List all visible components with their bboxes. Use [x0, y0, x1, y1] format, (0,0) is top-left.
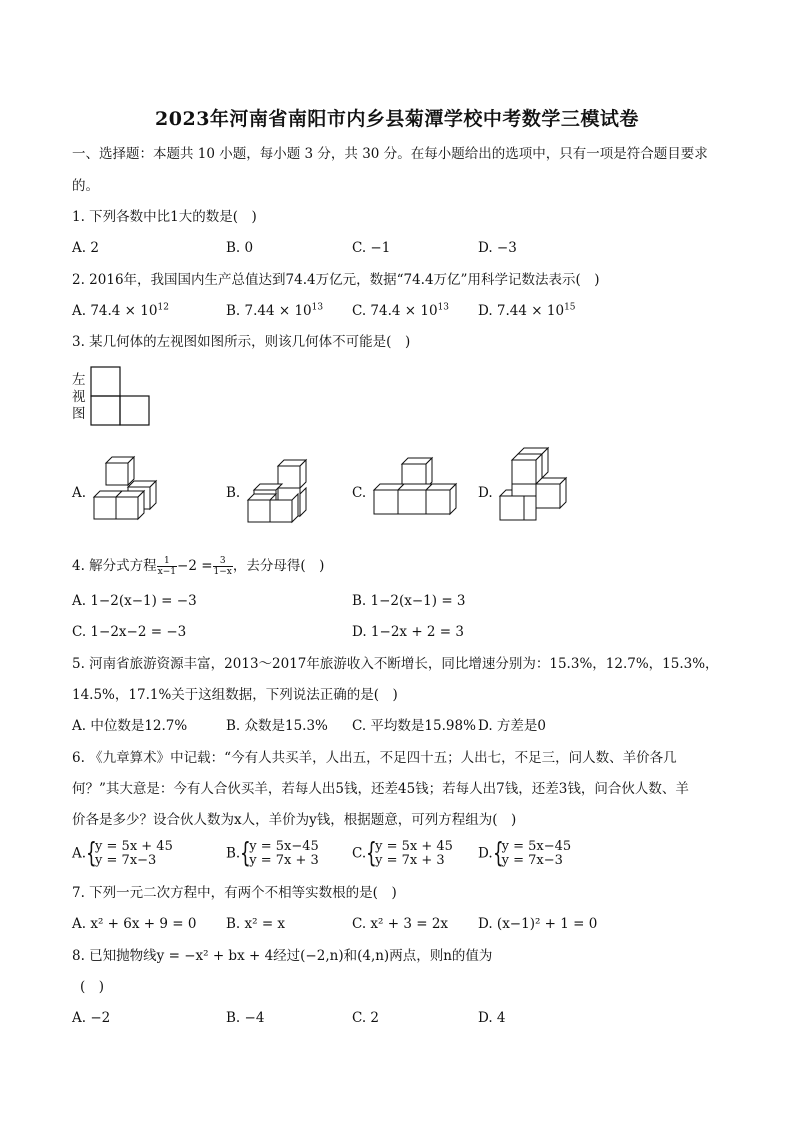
- q3-option-b: B.: [226, 485, 241, 501]
- left-view-label-3: 图: [72, 406, 86, 422]
- left-view-figure: [90, 366, 152, 428]
- q7-option-b: B. x² = x: [226, 916, 286, 932]
- q5-option-b: B. 众数是15.3%: [226, 718, 328, 734]
- q1-option-d: D. −3: [478, 240, 517, 256]
- q6-option-b: B. { y = 5x−45 y = 7x + 3: [226, 836, 319, 869]
- left-view-label-2: 视: [72, 389, 86, 405]
- q6-option-a-system: { y = 5x + 45 y = 7x−3: [86, 836, 173, 869]
- q7-option-d: D. (x−1)² + 1 = 0: [478, 916, 598, 932]
- q8-option-c: C. 2: [352, 1010, 380, 1026]
- q2-option-d: D. $7.44 \times 10^{15}$: [478, 302, 576, 319]
- q2-stem: 2. 2016年，我国国内生产总值达到74.4万亿元，数据“74.4万亿”用科学记数法表示( ): [72, 272, 600, 288]
- section-instruction-line2: 的。: [72, 178, 99, 194]
- q5-option-c: C. 平均数是15.98%: [352, 718, 476, 734]
- q1-stem: 1. 下列各数中比1大的数是( ): [72, 209, 257, 225]
- q8-stem: 8. 已知抛物线y = −x² + bx + 4经过(−2,n)和(4,n)两点，则n的值为: [72, 948, 493, 964]
- q3-stem: 3. 某几何体的左视图如图所示，则该几何体不可能是( ): [72, 334, 411, 350]
- q6-option-d: D. { y = 5x−45 y = 7x−3: [478, 836, 572, 869]
- q4-option-d: D. 1−2x + 2 = 3: [352, 624, 464, 640]
- q4-stem: 4. 解分式方程 $\frac{1}{x-1}$ −2 = $\frac{3}{1-x}$ ，去分母得( ): [72, 556, 325, 577]
- q3-option-d-figure: [498, 452, 578, 532]
- page-title: 2023年河南省南阳市内乡县菊潭学校中考数学三模试卷: [155, 108, 639, 130]
- q5-option-a: A. 中位数是12.7%: [72, 718, 188, 734]
- q8-option-d: D. 4: [478, 1010, 506, 1026]
- q1-option-a: A. 2: [72, 240, 99, 256]
- q7-option-a: A. x² + 6x + 9 = 0: [72, 916, 197, 932]
- q7-option-c: C. x² + 3 = 2x: [352, 916, 449, 932]
- q6-stem-line1: 6. 《九章算术》中记载：“今有人共买羊，人出五，不足四十五；人出七，不足三，问人数、羊价各几: [72, 750, 677, 766]
- q3-option-b-figure: [246, 460, 316, 530]
- q4-fraction-2: $\frac{3}{1-x}$: [213, 556, 232, 577]
- q7-stem: 7. 下列一元二次方程中，有两个不相等实数根的是( ): [72, 885, 397, 901]
- q4-option-c: C. 1−2x−2 = −3: [72, 624, 187, 640]
- q6-option-b-system: { y = 5x−45 y = 7x + 3: [240, 836, 319, 869]
- q4-option-b: B. 1−2(x−1) = 3: [352, 593, 466, 609]
- q8-option-a: A. −2: [72, 1010, 111, 1026]
- q6-option-c-system: { y = 5x + 45 y = 7x + 3: [366, 836, 453, 869]
- q6-option-c: C. { y = 5x + 45 y = 7x + 3: [352, 836, 453, 869]
- left-view-label-1: 左: [72, 372, 86, 388]
- q2-option-c: C. $74.4 \times 10^{13}$: [352, 302, 450, 319]
- section-instruction-line1: 一、选择题：本题共 10 小题，每小题 3 分，共 30 分。在每小题给出的选项中，只有一项是符合题目要求: [72, 146, 708, 162]
- q1-option-c: C. −1: [352, 240, 391, 256]
- q2-option-a: A. $74.4 \times 10^{12}$: [72, 302, 169, 319]
- q6-option-a: A. { y = 5x + 45 y = 7x−3: [72, 836, 173, 869]
- q3-option-c: C.: [352, 485, 367, 501]
- q6-stem-line3: 价各是多少？设合伙人数为x人，羊价为y钱，根据题意，可列方程组为( ): [72, 812, 517, 828]
- q8-answer-paren: ( ): [80, 979, 105, 995]
- q8-option-b: B. −4: [226, 1010, 265, 1026]
- q3-option-a-figure: [92, 457, 162, 527]
- q5-stem-line1: 5. 河南省旅游资源丰富，2013～2017年旅游收入不断增长，同比增速分别为：15.3%，12.7%，15.3%，: [72, 656, 719, 672]
- q6-option-d-system: { y = 5x−45 y = 7x−3: [492, 836, 572, 869]
- q3-option-a: A.: [72, 485, 87, 501]
- q1-option-b: B. 0: [226, 240, 254, 256]
- q5-stem-line2: 14.5%，17.1%关于这组数据，下列说法正确的是( ): [72, 687, 398, 703]
- q3-option-c-figure: [370, 456, 465, 526]
- q5-option-d: D. 方差是0: [478, 718, 547, 734]
- q4-fraction-1: $\frac{1}{x-1}$: [157, 556, 177, 577]
- q4-option-a: A. 1−2(x−1) = −3: [72, 593, 197, 609]
- q2-option-b: B. $7.44 \times 10^{13}$: [226, 302, 324, 319]
- q6-stem-line2: 何？”其大意是：今有人合伙买羊，若每人出5钱，还差45钱；若每人出7钱，还差3钱，问合伙人数、羊: [72, 781, 689, 797]
- q3-option-d: D.: [478, 485, 493, 501]
